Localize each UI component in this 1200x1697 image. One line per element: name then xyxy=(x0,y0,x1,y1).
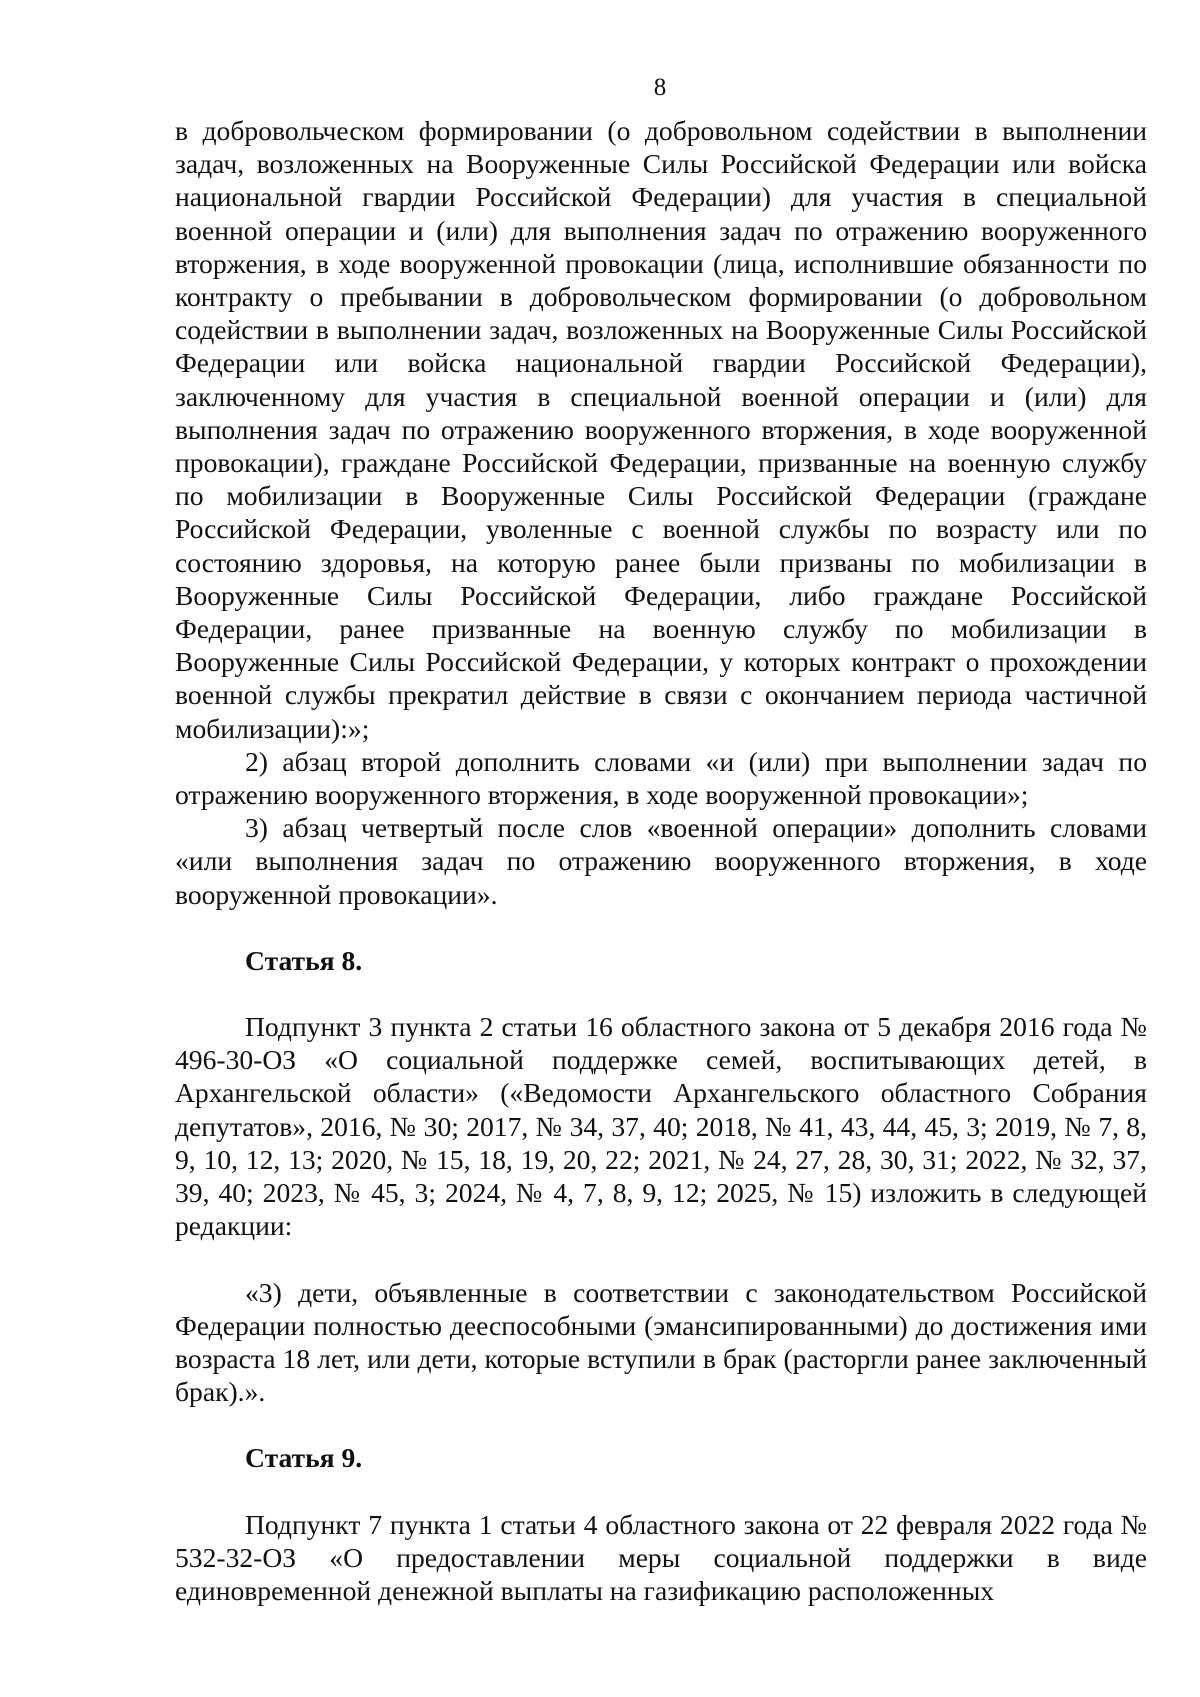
spacer xyxy=(175,911,1147,944)
spacer xyxy=(175,977,1147,1010)
document-body xyxy=(175,114,1147,1607)
article-8-quote: «3) дети, объявленные в соответствии с законодательством Российской Федерации полностью дееспособными (эмансипированными) до достижения ими возраста 18 лет, или дети, которые вступили в брак (расторгли ранее заключенный брак).». xyxy=(175,1276,1147,1408)
spacer xyxy=(175,1243,1147,1276)
paragraph-item-3: 3) абзац четвертый после слов «военной операции» дополнить словами «или выполнения задач по отражению вооруженного вторжения, в ходе вооруженной провокации». xyxy=(175,812,1147,910)
article-9-paragraph: Подпункт 7 пункта 1 статьи 4 областного закона от 22 февраля 2022 года № 532-32-ОЗ «О предоставлении меры социальной поддержки в виде единовременной денежной выплаты на газификацию расположенных xyxy=(175,1508,1147,1606)
page-number: 8 xyxy=(653,74,667,101)
article-8-heading: Статья 8. xyxy=(245,944,363,976)
spacer xyxy=(175,1475,1147,1508)
paragraph-item-2: 2) абзац второй дополнить словами «и (или) при выполнении задач по отражению вооруженного вторжения, в ходе вооруженной провокации»; xyxy=(175,745,1147,811)
article-8-paragraph: Подпункт 3 пункта 2 статьи 16 областного закона от 5 декабря 2016 года № 496-30-ОЗ «О социальной поддержке семей, воспитывающих детей, в Архангельской области» («Ведомости Архангельского областного Собрания депутатов», 2016, № 30; 2017, № 34, 37, 40; 2018, № 41, 43, 44, 45, 3; 2019, № 7, 8, 9, 10, 12, 13; 2020, № 15, 18, 19, 20, 22; 2021, № 24, 27, 28, 30, 31; 2022, № 32, 37, 39, 40; 2023, № 45, 3; 2024, № 4, 7, 8, 9, 12; 2025, № 15) изложить в следующей редакции: xyxy=(175,1011,1147,1242)
spacer xyxy=(175,1408,1147,1441)
paragraph-continuation: в добровольческом формировании (о добровольном содействии в выполнении задач, возложенных на Вооруженные Силы Российской Федерации или войска национальной гвардии Российской Федерации) для участия в специальной военной операции и (или) для выполнения задач по отражению вооруженного вторжения, в ходе вооруженной провокации (лица, исполнившие обязанности по контракту о пребывании в добровольческом формировании (о добровольном содействии в выполнении задач, возложенных на Вооруженные Силы Российской Федерации или войска национальной гвардии Российской Федерации), заключенному для участия в специальной военной операции и (или) для выполнения задач по отражению вооруженного вторжения, в ходе вооруженной провокации), граждане Российской Федерации, призванные на военную службу по мобилизации в Вооруженные Силы Российской Федерации (граждане Российской Федерации, уволенные с военной службы по возрасту или по состоянию здоровья, на которую ранее были призваны по мобилизации в Вооруженные Силы Российской Федерации, либо граждане Российской Федерации, ранее призванные на военную службу по мобилизации в Вооруженные Силы Российской Федерации, у которых контракт о прохождении военной службы прекратил действие в связи с окончанием периода частичной мобилизации):»; xyxy=(175,115,1147,744)
article-9-heading: Статья 9. xyxy=(245,1442,363,1474)
